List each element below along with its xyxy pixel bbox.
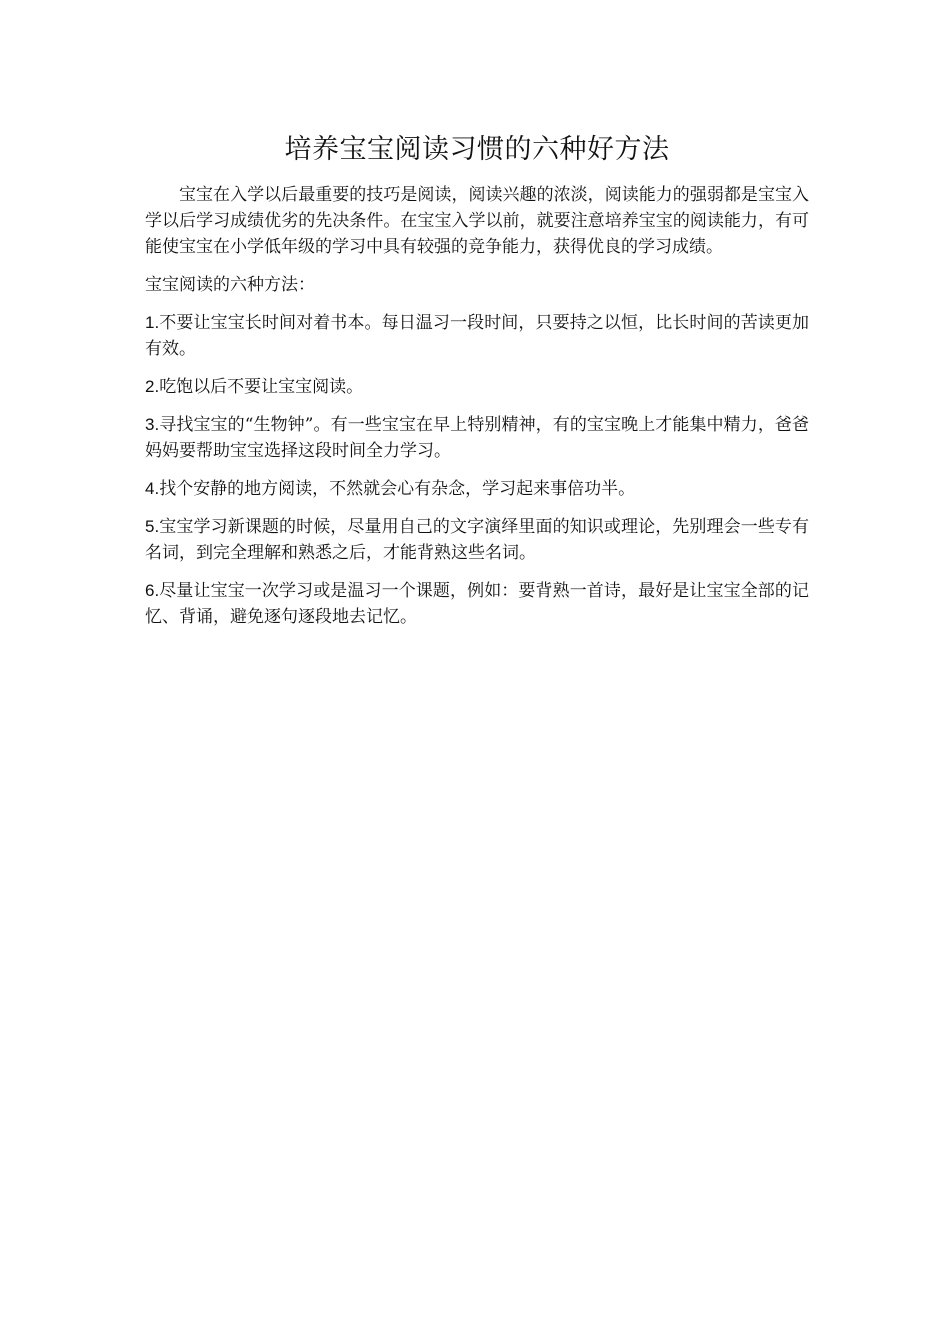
method-number: 4. xyxy=(145,479,160,498)
method-text: 找个安静的地方阅读，不然就会心有杂念，学习起来事倍功半。 xyxy=(159,479,636,499)
intro-paragraph: 宝宝在入学以后最重要的技巧是阅读，阅读兴趣的浓淡，阅读能力的强弱都是宝宝入学以后学习成绩优劣的先决条件。在宝宝入学以前，就要注意培养宝宝的阅读能力，有可能使宝宝在小学低年级的学习中具有较强的竞争能力，获得优良的学习成绩。 xyxy=(145,185,809,257)
method-item-3 xyxy=(145,412,809,464)
method-number: 5. xyxy=(145,517,160,536)
method-text: 不要让宝宝长时间对着书本。每日温习一段时间，只要持之以恒，比长时间的苦读更加有效。 xyxy=(145,313,809,359)
document-page xyxy=(145,128,809,630)
method-number: 1. xyxy=(145,313,160,332)
method-text: 宝宝学习新课题的时候，尽量用自己的文字演绎里面的知识或理论，先别理会一些专有名词，到完全理解和熟悉之后，才能背熟这些名词。 xyxy=(145,517,809,563)
method-number: 2. xyxy=(145,377,160,396)
method-item-5 xyxy=(145,514,809,566)
methods-heading: 宝宝阅读的六种方法： xyxy=(145,275,315,295)
document-title: 培养宝宝阅读习惯的六种好方法 xyxy=(284,134,670,165)
method-text: 尽量让宝宝一次学习或是温习一个课题，例如：要背熟一首诗，最好是让宝宝全部的记忆、背诵，避免逐句逐段地去记忆。 xyxy=(145,581,809,627)
method-item-6 xyxy=(145,578,809,630)
method-text: 吃饱以后不要让宝宝阅读。 xyxy=(159,377,364,397)
method-number: 3. xyxy=(145,415,160,434)
method-item-2 xyxy=(145,374,809,400)
method-item-1 xyxy=(145,310,809,362)
method-text: 寻找宝宝的“生物钟”。有一些宝宝在早上特别精神，有的宝宝晚上才能集中精力，爸爸妈妈要帮助宝宝选择这段时间全力学习。 xyxy=(145,415,809,461)
method-number: 6. xyxy=(145,581,160,600)
method-item-4 xyxy=(145,476,809,502)
